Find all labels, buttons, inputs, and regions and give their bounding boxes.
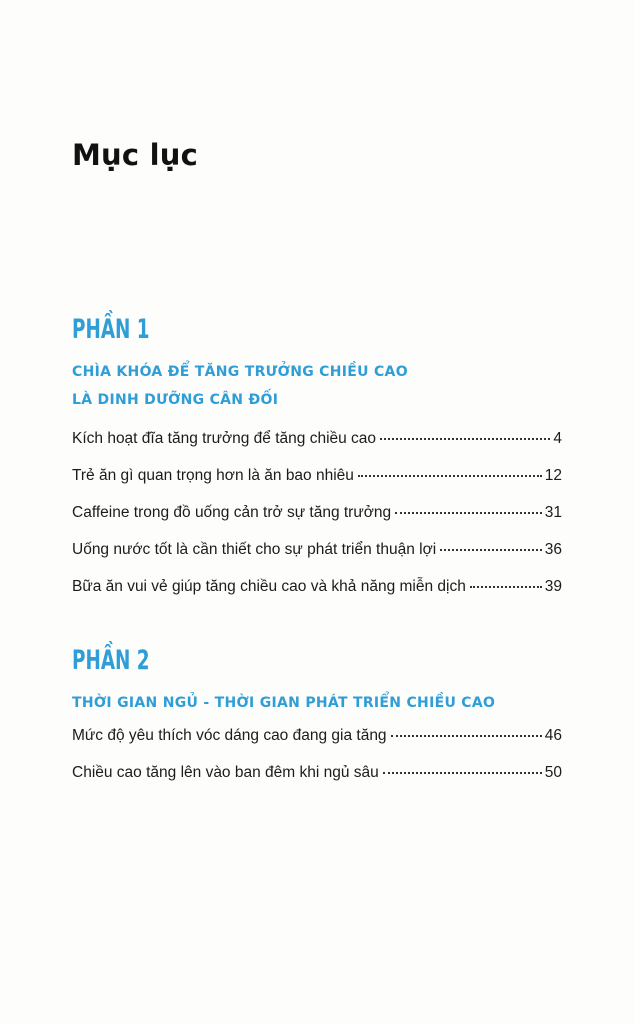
dot-leader [383,772,542,774]
toc-entry-page: 46 [544,727,562,744]
toc-entry-title: Caffeine trong đồ uống cản trở sự tăng trưởng [72,504,392,521]
toc-entry [72,764,562,801]
dot-leader [440,549,542,551]
toc-entry-title: Bữa ăn vui vẻ giúp tăng chiều cao và khả năng miễn dịch [72,578,466,595]
page-title: Mục lục [72,138,198,172]
toc-entry-title: Uống nước tốt là cần thiết cho sự phát triển thuận lợi [72,541,437,558]
toc-entry [72,504,562,541]
part-subtitle-line: THỜI GIAN NGỦ - THỜI GIAN PHÁT TRIỂN CHIỀU CAO [72,695,496,711]
toc-entry-page: 4 [553,430,562,447]
toc-entry-title: Mức độ yêu thích vóc dáng cao đang gia tăng [72,727,387,744]
toc-entry-page: 50 [544,764,562,781]
dot-leader [358,475,542,477]
dot-leader [391,735,542,737]
dot-leader [470,586,542,588]
toc-entry [72,578,562,615]
toc-entry-title: Kích hoạt đĩa tăng trưởng để tăng chiều cao [72,430,377,447]
toc-entry [72,430,562,467]
part-label: PHẦN 2 [72,645,150,676]
toc-list [72,727,562,801]
toc-entry-page: 36 [544,541,562,558]
toc-list [72,430,562,615]
toc-entry-page: 12 [544,467,562,484]
toc-entry-page: 39 [544,578,562,595]
part-label: PHẦN 1 [72,314,150,345]
toc-entry-title: Trẻ ăn gì quan trọng hơn là ăn bao nhiêu [72,467,354,484]
dot-leader [395,512,542,514]
part-subtitle [72,689,562,717]
toc-entry [72,467,562,504]
toc-entry [72,541,562,578]
part-subtitle [72,358,562,414]
toc-entry [72,727,562,764]
dot-leader [380,438,550,440]
toc-entry-page: 31 [544,504,562,521]
part-subtitle-line: LÀ DINH DƯỠNG CÂN ĐỐI [72,392,279,408]
toc-entry-title: Chiều cao tăng lên vào ban đêm khi ngủ sâu [72,764,379,781]
part-1-section [72,310,562,615]
part-subtitle-line: CHÌA KHÓA ĐỂ TĂNG TRƯỞNG CHIỀU CAO [72,364,408,380]
part-2-section [72,641,562,801]
